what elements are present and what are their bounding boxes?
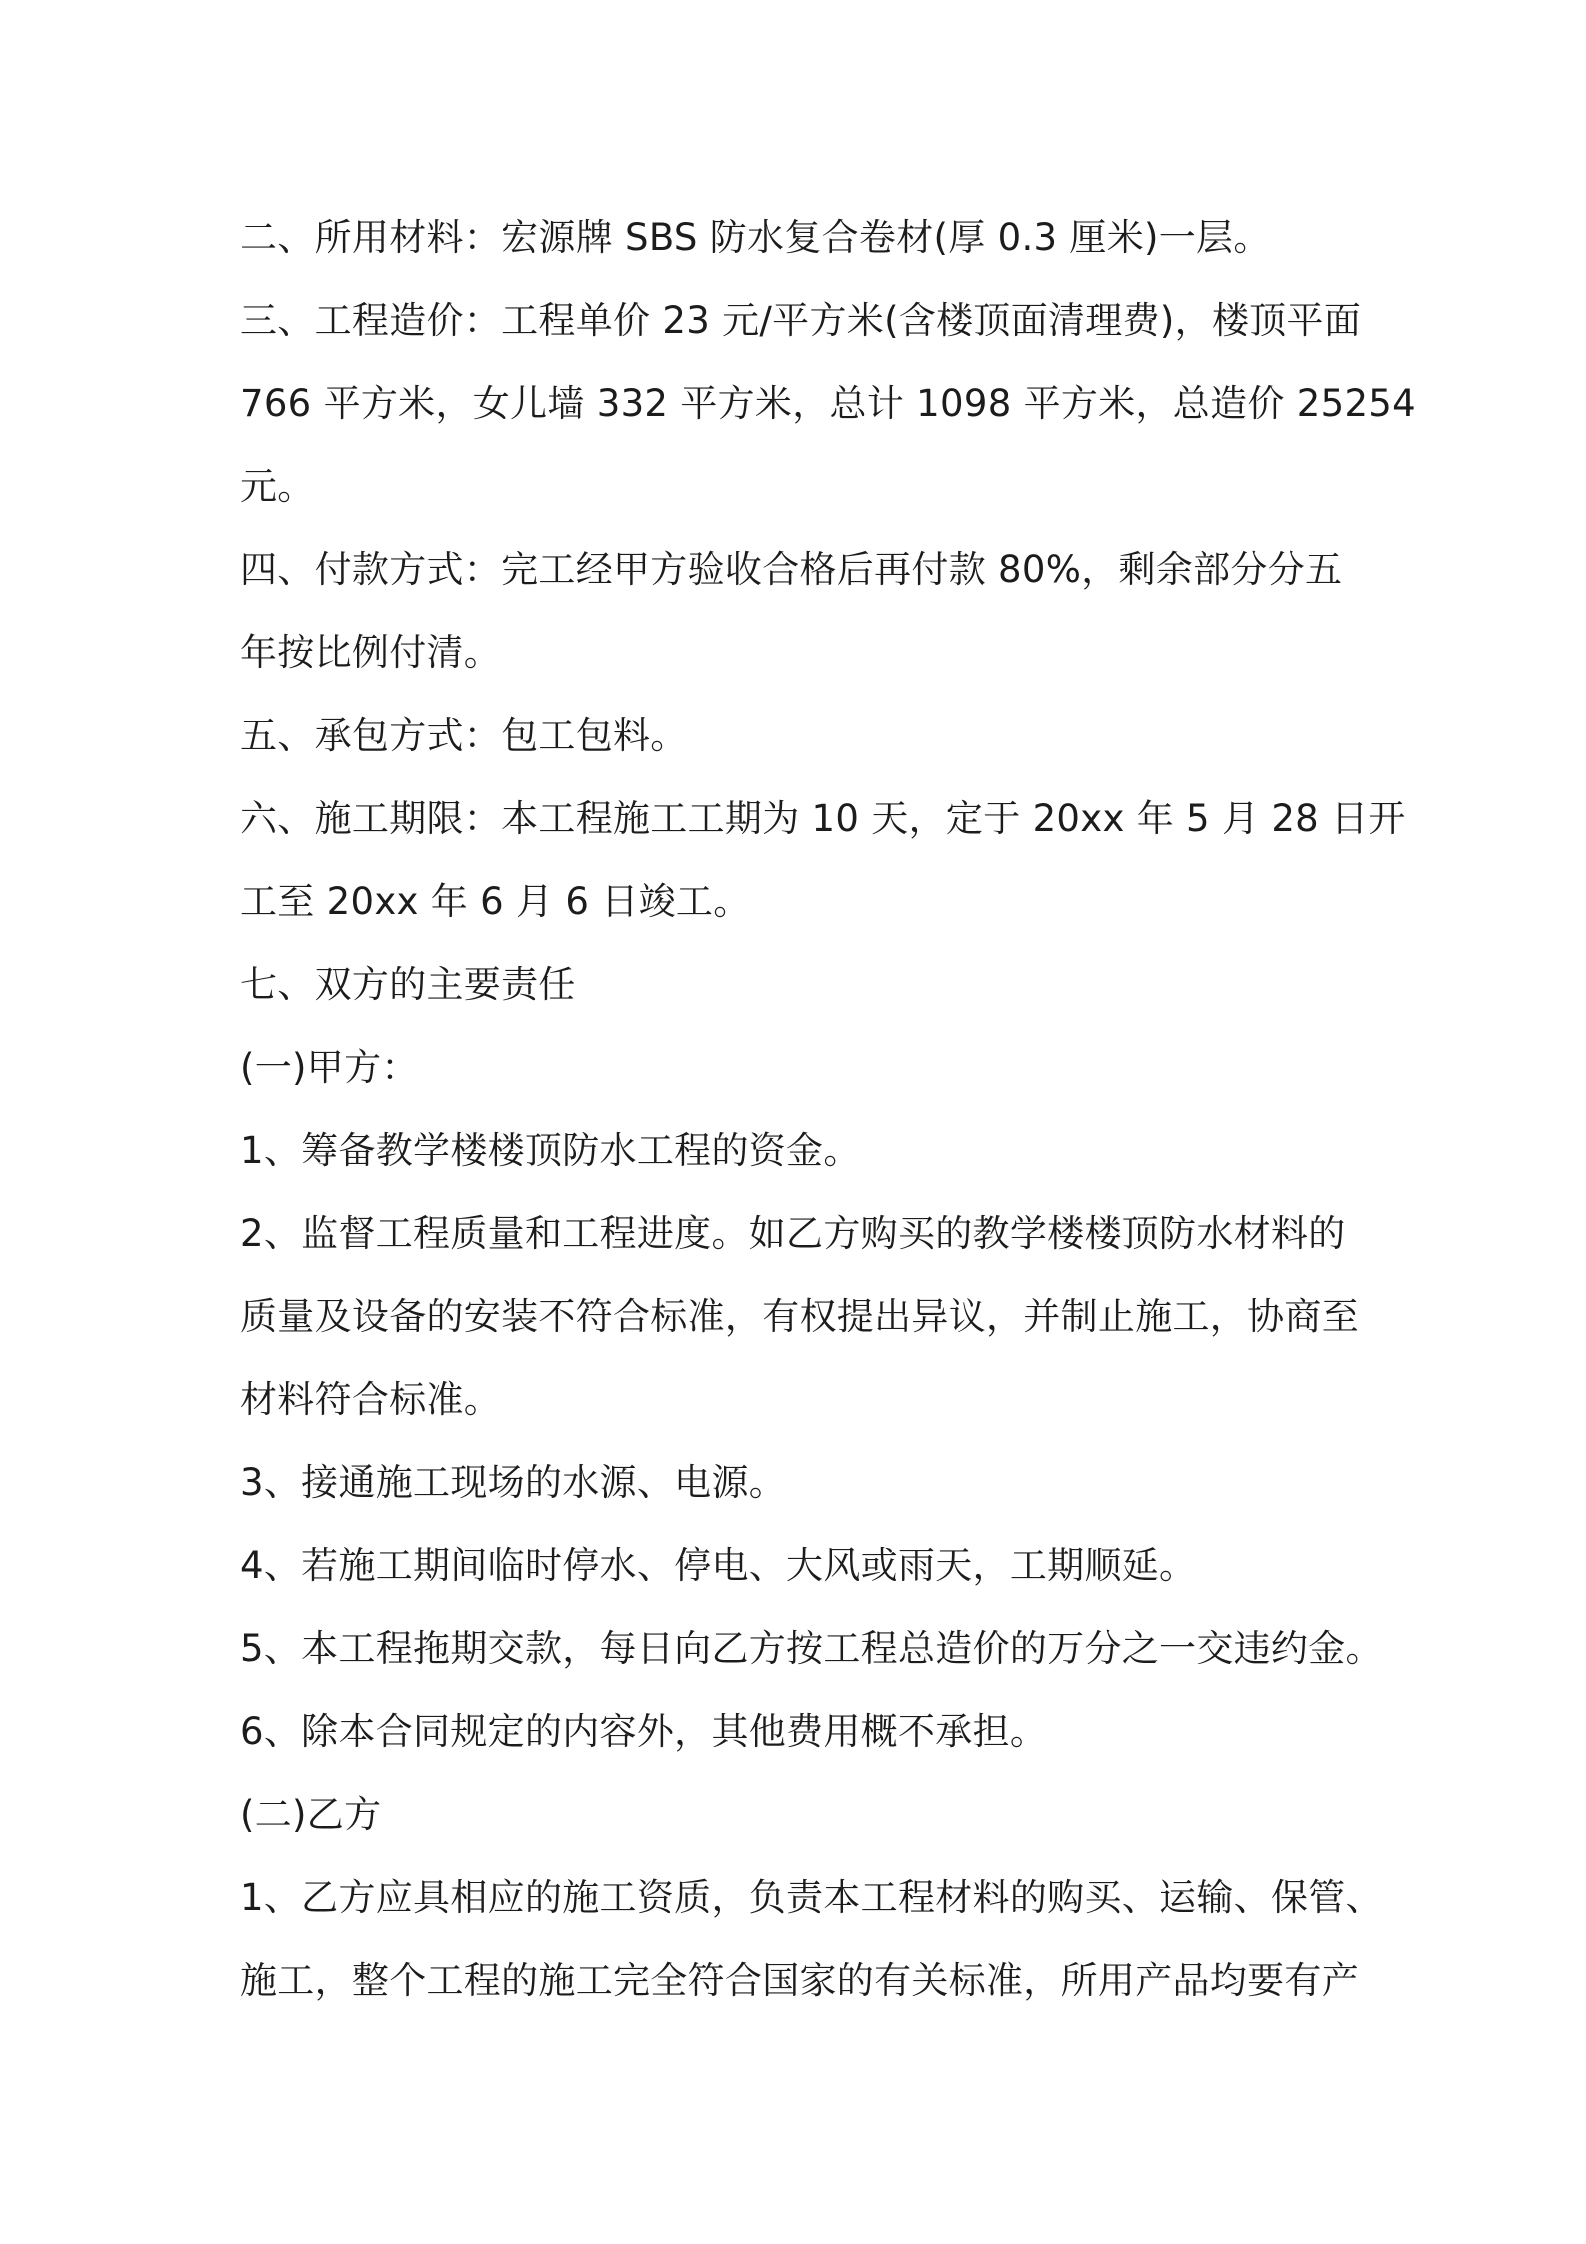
clause-schedule-line-2: 工至 20xx 年 6 月 6 日竣工。 (240, 880, 751, 923)
party-a-item-3: 3、接通施工现场的水源、电源。 (240, 1461, 787, 1504)
clause-cost-line-3: 元。 (240, 465, 315, 508)
subsection-heading-party-a: (一)甲方： (240, 1046, 419, 1089)
subsection-heading-party-b: (二)乙方 (240, 1793, 382, 1836)
section-heading-responsibilities: 七、双方的主要责任 (240, 963, 576, 1006)
clause-payment-line-1: 四、付款方式：完工经甲方验收合格后再付款 80%，剩余部分分五 (240, 548, 1343, 591)
clause-cost-line-1: 三、工程造价：工程单价 23 元/平方米(含楼顶面清理费)，楼顶平面 (240, 299, 1362, 342)
party-a-item-4: 4、若施工期间临时停水、停电、大风或雨天，工期顺延。 (240, 1544, 1197, 1587)
clause-schedule-line-1: 六、施工期限：本工程施工工期为 10 天，定于 20xx 年 5 月 28 日开 (240, 797, 1406, 840)
party-a-item-2-line-3: 材料符合标准。 (240, 1378, 502, 1421)
party-a-item-2-line-2: 质量及设备的安装不符合标准，有权提出异议，并制止施工，协商至 (240, 1295, 1359, 1338)
party-a-item-1: 1、筹备教学楼楼顶防水工程的资金。 (240, 1129, 861, 1172)
clause-payment-line-2: 年按比例付清。 (240, 631, 502, 674)
party-a-item-2-line-1: 2、监督工程质量和工程进度。如乙方购买的教学楼楼顶防水材料的 (240, 1212, 1346, 1255)
clause-materials: 二、所用材料：宏源牌 SBS 防水复合卷材(厚 0.3 厘米)一层。 (240, 216, 1271, 259)
clause-contract-method: 五、承包方式：包工包料。 (240, 714, 688, 757)
party-b-item-1-line-2: 施工，整个工程的施工完全符合国家的有关标准，所用产品均要有产 (240, 1959, 1359, 2002)
document-body (240, 196, 1416, 2022)
party-a-item-6: 6、除本合同规定的内容外，其他费用概不承担。 (240, 1710, 1048, 1753)
party-a-item-5: 5、本工程拖期交款，每日向乙方按工程总造价的万分之一交违约金。 (240, 1627, 1383, 1670)
clause-cost-line-2: 766 平方米，女儿墙 332 平方米，总计 1098 平方米，总造价 25254 (240, 382, 1416, 425)
party-b-item-1-line-1: 1、乙方应具相应的施工资质，负责本工程材料的购买、运输、保管、 (240, 1876, 1383, 1919)
